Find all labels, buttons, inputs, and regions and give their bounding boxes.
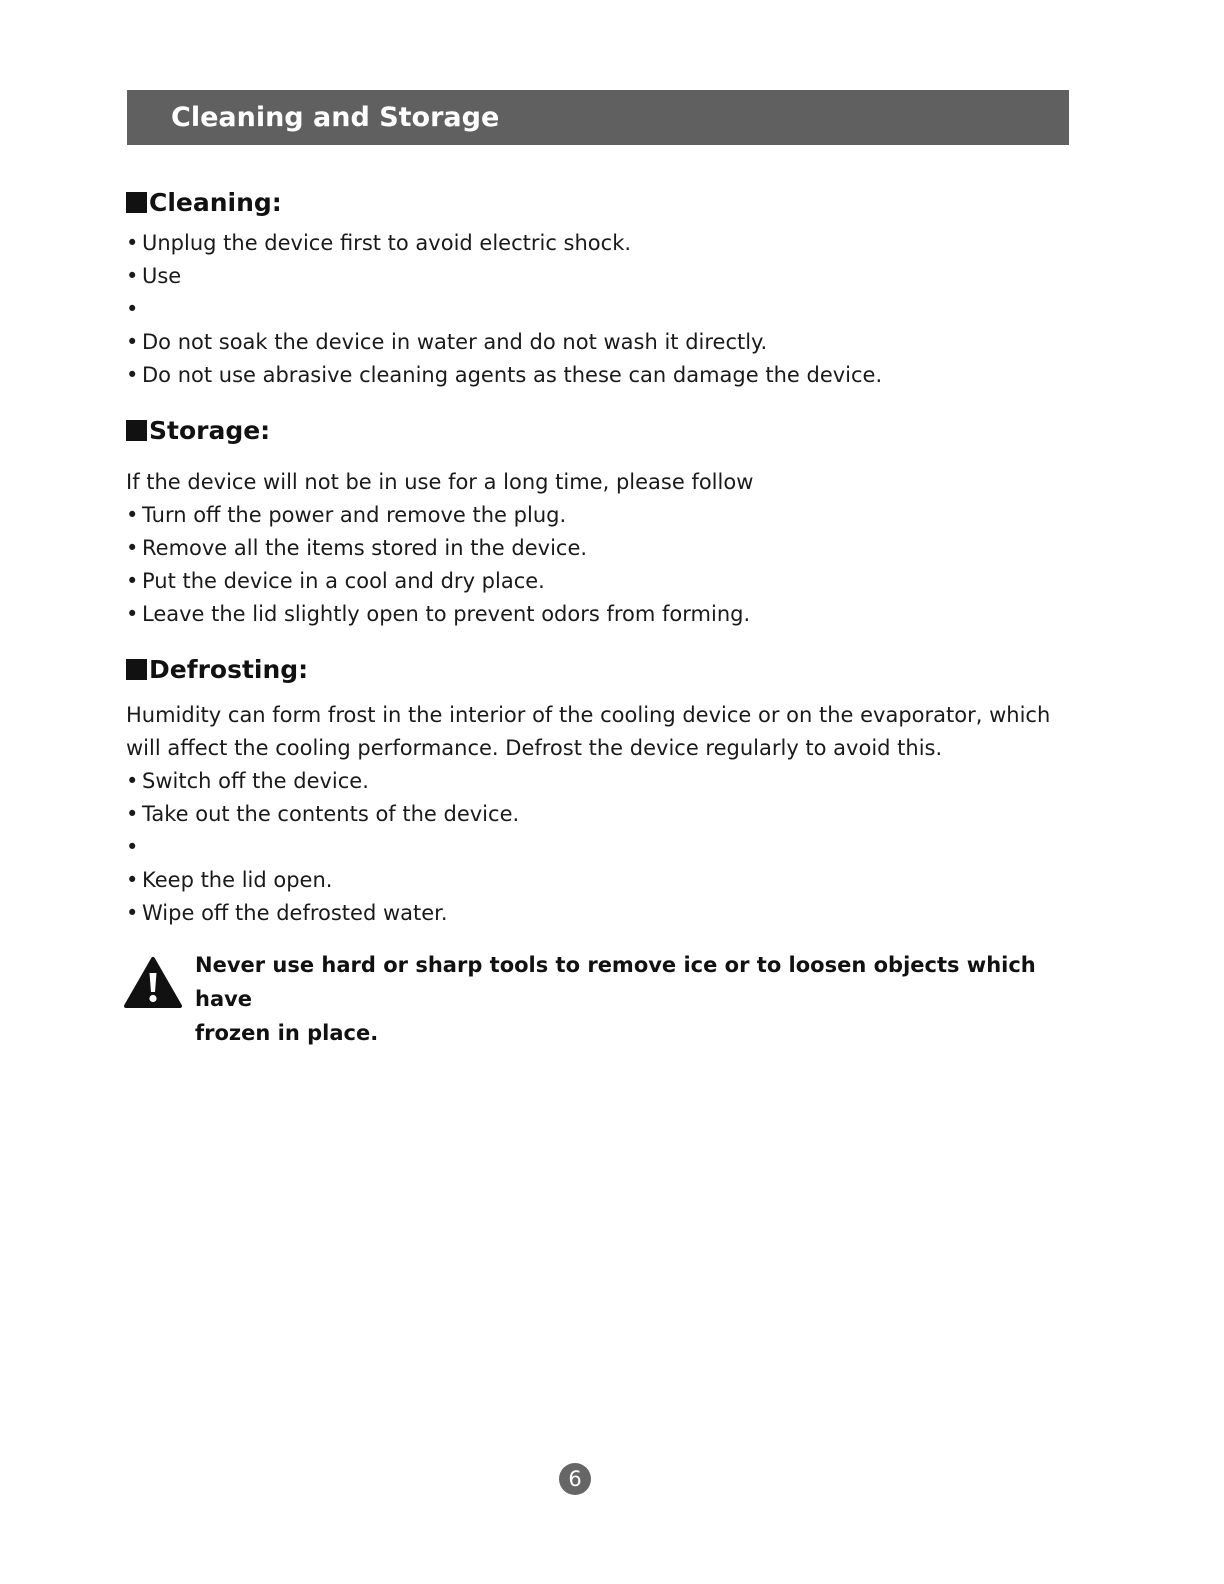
section-header-bar: [127, 90, 1069, 145]
defrosting-item-4: • Keep the lid open.: [126, 868, 333, 892]
storage-item-2: • Remove all the items stored in the device.: [126, 536, 588, 560]
storage-item-4: • Leave the lid slightly open to prevent odors from forming.: [126, 602, 751, 626]
storage-item-3: • Put the device in a cool and dry place.: [126, 569, 545, 593]
square-bullet-icon: [126, 659, 147, 680]
defrosting-intro-line-2: will affect the cooling performance. Defrost the device regularly to avoid this.: [126, 736, 943, 760]
warning-line-1: Never use hard or sharp tools to remove ice or to loosen objects which have: [195, 953, 1036, 1011]
warning-text: [195, 948, 1075, 1050]
defrosting-item-5: • Wipe off the defrosted water.: [126, 901, 448, 925]
square-bullet-icon: [126, 192, 147, 213]
cleaning-heading: [126, 186, 282, 218]
page-title: Cleaning and Storage: [171, 102, 500, 133]
square-bullet-icon: [126, 420, 147, 441]
storage-intro: If the device will not be in use for a long time, please follow: [126, 470, 754, 494]
page-number-badge: 6: [559, 1463, 591, 1495]
defrosting-heading: [126, 653, 308, 685]
storage-item-1: • Turn off the power and remove the plug.: [126, 503, 567, 527]
cleaning-item-2: • Use: [126, 264, 182, 288]
cleaning-heading-text: Cleaning:: [149, 187, 282, 217]
defrosting-heading-text: Defrosting:: [149, 654, 309, 684]
storage-heading-text: Storage:: [149, 415, 271, 445]
cleaning-item-1: • Unplug the device first to avoid electric shock.: [126, 231, 632, 255]
cleaning-item-4: • Do not soak the device in water and do not wash it directly.: [126, 330, 768, 354]
defrosting-intro-line-1: Humidity can form frost in the interior of the cooling device or on the evaporator, which: [126, 703, 1051, 727]
warning-triangle-icon: [124, 956, 182, 1010]
storage-heading: [126, 414, 270, 446]
cleaning-item-5: • Do not use abrasive cleaning agents as these can damage the device.: [126, 363, 883, 387]
cleaning-item-3: •: [126, 297, 139, 321]
defrosting-item-2: • Take out the contents of the device.: [126, 802, 520, 826]
defrosting-item-1: • Switch off the device.: [126, 769, 369, 793]
warning-line-2: frozen in place.: [195, 1021, 379, 1045]
defrosting-item-3: •: [126, 835, 139, 859]
